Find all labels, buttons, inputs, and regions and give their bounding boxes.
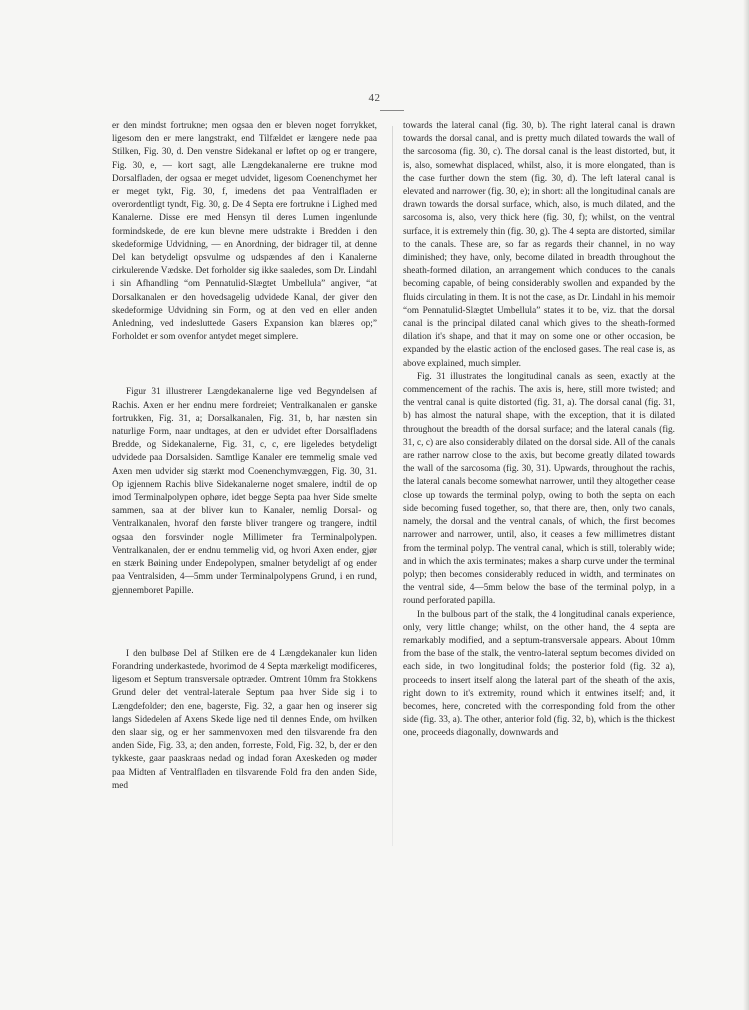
english-paragraph-1: towards the lateral canal (fig. 30, b). The right lateral canal is drawn towards the dorsal canal, and is pretty much dilated towards the wall of the sarcosoma (fig. 30, c). The dorsal canal is the least distorted, but, it is, also, somewhat displaced, whilst, also, it is more elongated, than is the case further down the stem (fig. 30, d). The left lateral canal is elevated and narrower (fig. 30, e); in short: all the longitudinal canals are drawn towards the dorsal surface, which, also, is much dilated, and the sarcosoma is, also, very thick here (fig. 30, f); whilst, on the ventral surface, it is extremely thin (fig. 30, g). The 4 septa are distorted, similar to the canals. These are, so far as regards their channel, in no way diminished; they have, only, become dilated in breadth throughout the sheath-formed dilation, an arrangement which conduces to the canals becoming capable, of being considerably swollen and expanded by the fluids circulating in them. It is not the case, as Dr. Lindahl in his memoir “om Pennatulid-Slægtet Umbellula” states it to be, viz. that the dorsal canal is the principal dilated canal which gives to the sheath-formed dilation it's shape, and that it may on some one or other occasion, be expanded by the elastic action of the enclosed gases. The real case is, as above explained, much simpler. [403,121,675,369]
page-number-rule [380,110,404,111]
english-paragraph-3: In the bulbous part of the stalk, the 4 longitudinal canals experience, only, very little change; whilst, on the other hand, the 4 septa are remarkably modified, and a septum-transversale appears. About 10mm from the base of the stalk, the ventro-lateral septum becomes divided on each side, in two longitudinal folds; the posterior fold (fig. 32 a), proceeds to insert itself along the lateral part of the sheath of the axis, right down to it's extremity, round which it entwines itself; and, it becomes, here, concreted with the corresponding fold from the other side (fig. 33, a). The other, anterior fold (fig. 32, b), which is the thickest one, proceeds diagonally, downwards and [403,609,675,739]
danish-column [112,120,377,793]
column-divider [392,126,393,846]
paragraph-gap [112,598,377,648]
danish-paragraph-1: er den mindst fortrukne; men ogsaa den er bleven noget forrykket, ligesom den er mere langstrakt, end Tilfældet er længere nede paa Stilken, Fig. 30, d. Den venstre Sidekanal er løftet op og er trangere, Fig. 30, e, — kort sagt, alle Længdekanalerne ere trukne mod Dorsalfladen, der ogsaa er meget udvidet, ligesom Coenenchymet her er meget tykt, Fig. 30, f, imedens det paa Ventralfladen er overordentligt tyndt, Fig. 30, g. De 4 Septa ere fortrukne i Lighed med Kanalerne. Disse ere med Hensyn til deres Lumen ingenlunde formindskede, de ere kun blevne mere udstrakte i Bredden i den skedeformige Udvidning, — en Anordning, der bidrager til, at denne Del kan betydeligt opsvulme og udspændes af den i Kanalerne cirkulerende Vædske. Det forholder sig ikke saaledes, som Dr. Lindahl i sin Afhandling “om Pennatulid-Slægtet Umbellula” angiver, “at Dorsalkanalen er den hovedsagelig udvidede Kanal, der giver den skedeformige Udvidning sin Form, og at den ved en eller anden Anledning, ved indesluttede Gasers Expansion kan blæres op;” Forholdet er som ovenfor antydet meget simplere. [112,121,377,343]
danish-paragraph-2: Figur 31 illustrerer Længdekanalerne lige ved Begyndelsen af Rachis. Axen er her endnu mere fordreiet; Ventralkanalen er ganske fortrukken, Fig. 31, a; Dorsalkanalen, Fig. 31, b, har næsten sin naturlige Form, naar undtages, at den er udvidet efter Dorsalfladens Bredde, og Sidekanalerne, Fig. 31, c, c, ere ligeledes betydeligt udvidede paa Dorsalsiden. Samtlige Kanaler ere temmelig smale ved Axen men udvider sig stærkt mod Coenenchymvæggen, Fig. 30, 31. Op igjennem Rachis blive Sidekanalerne noget smalere, indtil de op imod Terminalpolypen ophøre, idet begge Septa paa hver Side smelte sammen, saa at der bliver kun to Kanaler, nemlig Dorsal- og Ventralkanalen, hvoraf den første bliver trangere og trangere, indtil ogsaa den forsvinder nogle Millimeter fra Terminalpolypen. Ventralkanalen, der er endnu temmelig vid, og hvori Axen ender, gjør en stærk Bøining under Endepolypen, smalner betydeligt af og ender paa Ventralsiden, 4—5mm under Terminalpolypens Grund, i en rund, gjennemboret Papille. [112,387,377,596]
page-edge [743,0,749,1010]
danish-paragraph-3: I den bulbøse Del af Stilken ere de 4 Længdekanaler kun liden Forandring underkastede, hvorimod de 4 Septa mærkeligt modificeres, ligesom et Septum transversale optræder. Omtrent 10mm fra Stokkens Grund deler det ventral-laterale Septum paa hver Side sig i to Længdefolder; den ene, bagerste, Fig. 32, a gaar hen og inserer sig langs Sidedelen af Axens Skede lige ned til dennes Ende, om hvilken den slaar sig, og er her sammenvoxen med den tilsvarende fra den anden Side, Fig. 33, a; den anden, forreste, Fold, Fig. 32, b, der er den tykkeste, gaar paaskraas nedad og indad foran Axeskeden og møder paa Midten af Ventralfladen en tilsvarende Fold fra den anden Side, med [112,648,377,791]
page-number: 42 [368,92,381,104]
english-column [403,120,675,741]
paragraph-gap [112,344,377,386]
english-paragraph-2: Fig. 31 illustrates the longitudinal canals as seen, exactly at the commencement of the rachis. The axis is, here, still more twisted; and the ventral canal is quite distorted (fig. 31, a). The dorsal canal (fig. 31, b) has almost the natural shape, with the exception, that it is dilated throughout the breadth of the dorsal surface; and the lateral canals (fig. 31, c, c) are also considerably dilated on the dorsal side. All of the canals are rather narrow close to the axis, but become greatly dilated towards the wall of the sarcosoma (fig. 30, 31). Upwards, throughout the rachis, the lateral canals become somewhat narrower, until they altogether cease close up towards the terminal polyp, owing to both the septa on each side becoming fused together, so, that there are, then, only two canals, namely, the dorsal and the ventral canals, of which, the first becomes narrower and narrower, until, also, it ceases a few millimetres distant from the terminal polyp. The ventral canal, which is still, tolerably wide; and in which the axis terminates; makes a sharp curve under the terminal polyp; then becomes considerably reduced in width, and terminates on the ventral side, 4—5mm below the base of the terminal polyp, in a round perforated papilla. [403,371,675,607]
